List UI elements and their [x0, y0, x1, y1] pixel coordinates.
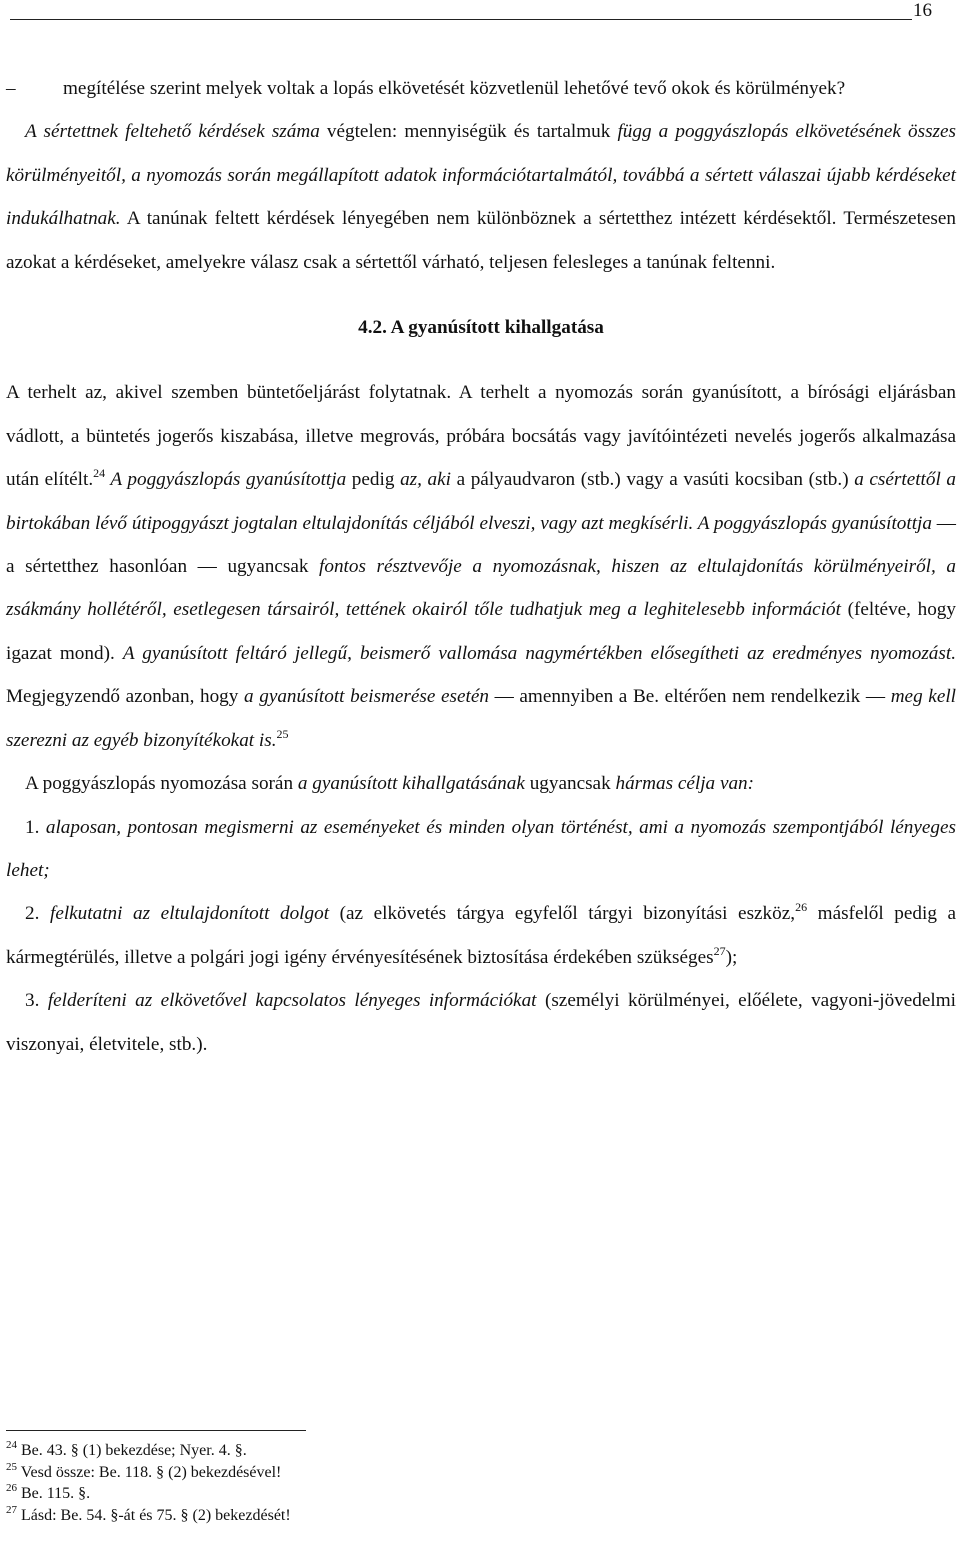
italic-span: A poggyászlopás gyanúsítottja [105, 469, 347, 491]
page-header [0, 0, 960, 24]
text-span: ); [725, 946, 738, 968]
list-number: 1. [25, 816, 46, 838]
footnote-number: 26 [6, 1482, 17, 1494]
text-span: végtelen: mennyiségük és tartalmuk [319, 121, 618, 143]
page-number: 16 [913, 0, 932, 21]
bullet-item [6, 67, 956, 110]
header-rule [10, 19, 912, 20]
list-item-3 [6, 979, 956, 1066]
italic-span: az, aki [400, 469, 451, 491]
footnote [6, 1483, 706, 1505]
italic-span: felkutatni az eltulajdonított dolgot [49, 903, 330, 925]
body-text [6, 67, 956, 1066]
text-span: (az elkövetés tárgya egyfelől tárgyi bizonyítási eszköz, [329, 903, 796, 925]
list-item-2 [6, 892, 956, 979]
italic-span: felderíteni az elkövetővel kapcsolatos lényeges információkat [47, 990, 537, 1012]
section-heading: 4.2. A gyanúsított kihallgatása [358, 317, 604, 339]
italic-span: hármas célja van: [615, 773, 755, 795]
italic-span: alaposan, pontosan megismerni az eseményeket és minden olyan történést, ami a nyomozás szempontjából lényeges lehet; [6, 816, 957, 881]
footnote-ref[interactable]: 27 [713, 943, 726, 958]
list-number: 3. [25, 990, 48, 1012]
footnote-ref[interactable]: 24 [93, 466, 106, 481]
italic-span: A gyanúsított feltáró jellegű, beismerő vallomása nagymértékben elősegítheti az eredményes nyomozást. [122, 642, 956, 664]
italic-span: fontos résztvevője a nyomozásnak, hiszen az eltulajdonítás körülményeiről, a zsákmány hollétéről, esetlegesen társairól, tettének okairól tőle tudhatjuk meg a leghitelesebb információt [6, 556, 956, 621]
footnotes [6, 1440, 706, 1526]
text-span: — amennyiben a Be. eltérően nem rendelkezik — [488, 686, 891, 708]
footnote-number: 27 [6, 1503, 17, 1516]
footnote-number: 25 [6, 1460, 17, 1473]
text-span: A tanúnak feltett kérdések lényegében nem különböznek a sértetthez intézett kérdésektől. Természetesen azokat a kérdéseket, amelyekre válasz csak a sértettől várható, teljesen felesleges a tanúnak feltenni. [6, 208, 956, 273]
footnote-ref[interactable]: 26 [795, 900, 808, 915]
bullet-dash: – [6, 78, 16, 99]
paragraph-3 [6, 762, 956, 805]
text-span: Megjegyzendő azonban, hogy [6, 686, 244, 708]
list-item-1 [6, 806, 956, 893]
footnote [6, 1505, 706, 1527]
footnote-text: Lásd: Be. 54. §-át és 75. § (2) bekezdését! [21, 1506, 291, 1524]
paragraph-2 [6, 371, 956, 762]
text-span: a pályaudvaron (stb.) vagy a vasúti kocsiban (stb.) [450, 469, 855, 491]
footnote [6, 1462, 706, 1484]
text-span: A poggyászlopás nyomozása során [25, 773, 298, 795]
paragraph-1 [6, 110, 956, 284]
footnote-text: Be. 115. §. [21, 1485, 91, 1502]
footnote-separator [6, 1430, 306, 1431]
italic-span: a gyanúsított beismerése esetén [244, 686, 489, 708]
text-span: (feltéve, hogy igazat mond). [6, 599, 956, 664]
footnote-text: Vesd össze: Be. 118. § (2) bekezdésével! [20, 1463, 282, 1481]
text-span: (személyi körülményei, előélete, vagyoni-jövedelmi viszonyai, életvitele, stb.). [6, 990, 957, 1055]
text-span: A terhelt az, akivel szemben büntetőeljárást folytatnak. A terhelt a nyomozás során gyanúsított, a bírósági eljárásban vádlott, a büntetés jogerős kiszabása, illetve megrovás, próbára bocsátás vagy javítóintézeti nevelés jogerős alkalmazása után elítélt. [6, 382, 956, 491]
italic-span: a gyanúsított kihallgatásának [297, 773, 525, 795]
italic-span: meg kell szerezni az egyéb bizonyítékokat is. [6, 686, 956, 751]
footnote-ref[interactable]: 25 [276, 726, 289, 741]
italic-span: függ a poggyászlopás elkövetésének összes körülményeitől, a nyomozás során megállapított adatok információtartalmától, továbbá a sértett válaszai újabb kérdéseket indukálhatnak. [6, 121, 956, 230]
text-span: másfelől pedig a kármegtérülés, illetve a polgári jogi igény érvényesítésének biztosítása érdekében szükséges [6, 903, 957, 968]
text-span: — a sértetthez hasonlóan — ugyancsak [6, 512, 956, 578]
bullet-text: megítélése szerint melyek voltak a lopás elkövetését közvetlenül lehetővé tevő okok és körülmények? [63, 78, 846, 99]
footnote-number: 24 [6, 1439, 17, 1451]
footnote [6, 1440, 706, 1462]
text-span: ugyancsak [524, 773, 616, 795]
list-number: 2. [25, 903, 50, 925]
text-span: pedig [346, 469, 401, 491]
italic-span: a csértettől a birtokában lévő útipoggyászt jogtalan eltulajdonítás céljából elveszi, vagy azt megkísérli. A poggyászlopás gyanúsítottja [6, 469, 957, 534]
footnote-text: Be. 43. § (1) bekezdése; Nyer. 4. §. [21, 1442, 247, 1459]
italic-span: A sértettnek feltehető kérdések száma [25, 121, 320, 143]
